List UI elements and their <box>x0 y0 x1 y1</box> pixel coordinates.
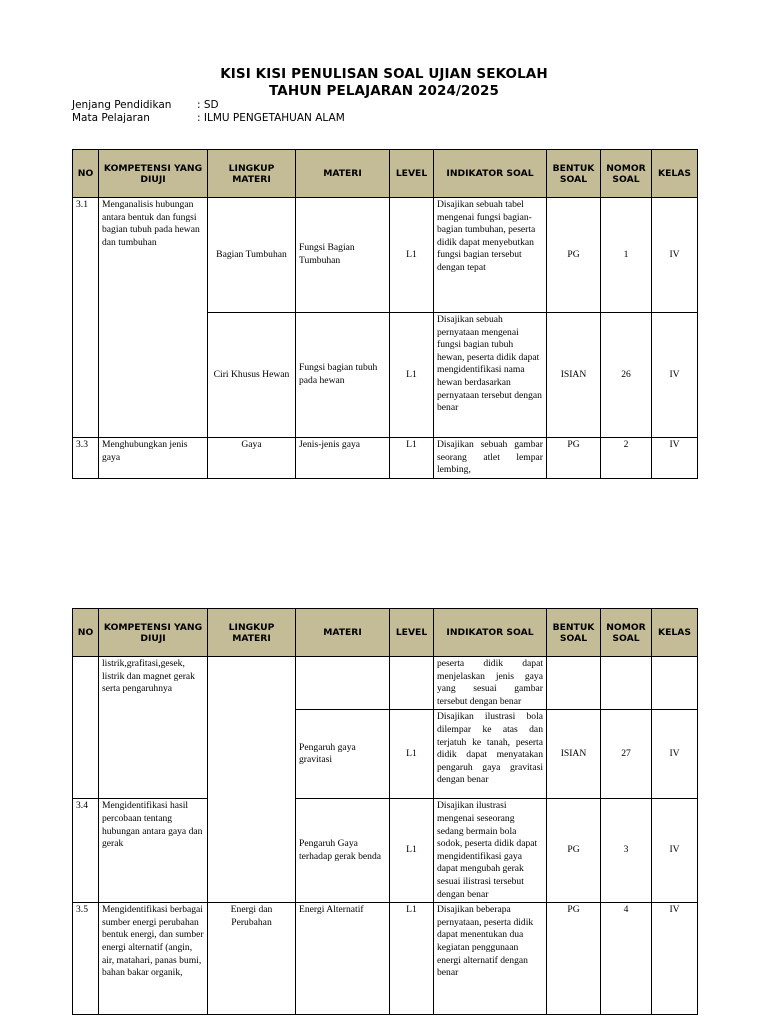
cell-no: 3.1 <box>73 198 99 438</box>
cell-materi: Energi Alternatif <box>296 903 390 1015</box>
header-kelas: KELAS <box>652 609 698 657</box>
header-indikator: INDIKATOR SOAL <box>434 150 547 198</box>
document-title-line-1: KISI KISI PENULISAN SOAL UJIAN SEKOLAH <box>220 66 548 82</box>
table-row <box>73 903 698 1015</box>
header-kompetensi: KOMPETENSI YANG DIUJI <box>99 609 208 657</box>
header-lingkup: LINGKUP MATERI <box>208 609 296 657</box>
table-header-row <box>73 150 698 198</box>
cell-materi <box>296 657 390 710</box>
document-title-line-2: TAHUN PELAJARAN 2024/2025 <box>269 83 499 99</box>
cell-materi: Fungsi Bagian Tumbuhan <box>296 198 390 313</box>
cell-no: 3.3 <box>73 438 99 479</box>
cell-indikator: peserta didik dapat menjelaskan jenis gaya yang sesuai gambar tersebut dengan benar <box>434 657 547 710</box>
table-row <box>73 198 698 313</box>
cell-level: L1 <box>390 313 434 438</box>
cell-indikator: Disajikan sebuah gambar seorang atlet lempar lembing, <box>434 438 547 479</box>
header-level: LEVEL <box>390 609 434 657</box>
cell-kelas: IV <box>652 903 698 1015</box>
cell-lingkup: Ciri Khusus Hewan <box>208 313 296 438</box>
cell-materi: Fungsi bagian tubuh pada hewan <box>296 313 390 438</box>
header-materi: MATERI <box>296 609 390 657</box>
cell-indikator: Disajikan sebuah tabel mengenai fungsi bagian-bagian tumbuhan, peserta didik dapat menyebutkan fungsi bagian tersebut dengan tepat <box>434 198 547 313</box>
cell-level: L1 <box>390 438 434 479</box>
cell-lingkup: Gaya <box>208 438 296 479</box>
header-indikator: INDIKATOR SOAL <box>434 609 547 657</box>
cell-kelas: IV <box>652 799 698 903</box>
header-no: NO <box>73 150 99 198</box>
cell-indikator: Disajikan beberapa pernyataan, peserta didik dapat menentukan dua kegiatan penggunaan energi alternatif dengan benar <box>434 903 547 1015</box>
cell-materi: Pengaruh gaya gravitasi <box>296 710 390 799</box>
header-kelas: KELAS <box>652 150 698 198</box>
cell-indikator: Disajikan ilustrasi bola dilempar ke atas dan terjatuh ke tanah, peserta didik dapat menyatakan pengaruh gaya gravitasi dengan benar <box>434 710 547 799</box>
mapel-value: : ILMU PENGETAHUAN ALAM <box>197 112 345 124</box>
cell-level: L1 <box>390 710 434 799</box>
cell-nomor: 2 <box>601 438 652 479</box>
cell-lingkup <box>208 657 296 903</box>
cell-level: L1 <box>390 198 434 313</box>
cell-kelas: IV <box>652 198 698 313</box>
kisi-table-1 <box>72 149 698 479</box>
cell-kelas: IV <box>652 438 698 479</box>
cell-indikator: Disajikan sebuah pernyataan mengenai fungsi bagian tubuh hewan, peserta didik dapat mengidentifikasi nama hewan berdasarkan pernyataan tersebut dengan benar <box>434 313 547 438</box>
cell-lingkup: Bagian Tumbuhan <box>208 198 296 313</box>
table-row <box>73 657 698 710</box>
header-no: NO <box>73 609 99 657</box>
cell-kompetensi: listrik,grafitasi,gesek, listrik dan magnet gerak serta pengaruhnya <box>99 657 208 799</box>
header-level: LEVEL <box>390 150 434 198</box>
info-jenjang <box>72 99 219 111</box>
cell-kompetensi: Mengidentifikasi berbagai sumber energi perubahan bentuk energi, dan sumber energi alternatif (angin, air, matahari, panas bumi, bahan bakar organik, <box>99 903 208 1015</box>
header-bentuk: BENTUK SOAL <box>547 609 601 657</box>
cell-bentuk: PG <box>547 903 601 1015</box>
cell-bentuk: ISIAN <box>547 313 601 438</box>
header-nomor: NOMOR SOAL <box>601 609 652 657</box>
table-header-row <box>73 609 698 657</box>
cell-no <box>73 657 99 799</box>
mapel-label: Mata Pelajaran <box>72 112 150 124</box>
header-materi: MATERI <box>296 150 390 198</box>
cell-indikator: Disajikan ilustrasi mengenai seseorang sedang bermain bola sodok, peserta didik dapat mengidentifikasi gaya dapat mengubah gerak sesuai ilistrasi tersebut dengan benar <box>434 799 547 903</box>
kisi-table-2 <box>72 608 698 1015</box>
cell-bentuk <box>547 657 601 710</box>
cell-no: 3.4 <box>73 799 99 903</box>
cell-bentuk: PG <box>547 198 601 313</box>
cell-bentuk: PG <box>547 438 601 479</box>
cell-lingkup: Energi dan Perubahan <box>208 903 296 1015</box>
jenjang-label: Jenjang Pendidikan <box>72 99 172 111</box>
table-row <box>73 799 698 903</box>
cell-level <box>390 657 434 710</box>
cell-bentuk: PG <box>547 799 601 903</box>
cell-materi: Pengaruh Gaya terhadap gerak benda <box>296 799 390 903</box>
table-row <box>73 438 698 479</box>
cell-nomor: 1 <box>601 198 652 313</box>
cell-bentuk: ISIAN <box>547 710 601 799</box>
cell-nomor <box>601 657 652 710</box>
cell-nomor: 4 <box>601 903 652 1015</box>
cell-kelas: IV <box>652 710 698 799</box>
header-bentuk: BENTUK SOAL <box>547 150 601 198</box>
jenjang-value: : SD <box>197 99 219 111</box>
cell-level: L1 <box>390 903 434 1015</box>
info-mapel <box>72 112 345 124</box>
cell-nomor: 3 <box>601 799 652 903</box>
header-kompetensi: KOMPETENSI YANG DIUJI <box>99 150 208 198</box>
cell-no: 3.5 <box>73 903 99 1015</box>
cell-nomor: 26 <box>601 313 652 438</box>
cell-kompetensi: Mengidentifikasi hasil percobaan tentang hubungan antara gaya dan gerak <box>99 799 208 903</box>
cell-materi: Jenis-jenis gaya <box>296 438 390 479</box>
cell-kompetensi: Menganalisis hubungan antara bentuk dan fungsi bagian tubuh pada hewan dan tumbuhan <box>99 198 208 438</box>
header-lingkup: LINGKUP MATERI <box>208 150 296 198</box>
cell-level: L1 <box>390 799 434 903</box>
cell-nomor: 27 <box>601 710 652 799</box>
header-nomor: NOMOR SOAL <box>601 150 652 198</box>
cell-kelas <box>652 657 698 710</box>
cell-kompetensi: Menghubungkan jenis gaya <box>99 438 208 479</box>
cell-kelas: IV <box>652 313 698 438</box>
